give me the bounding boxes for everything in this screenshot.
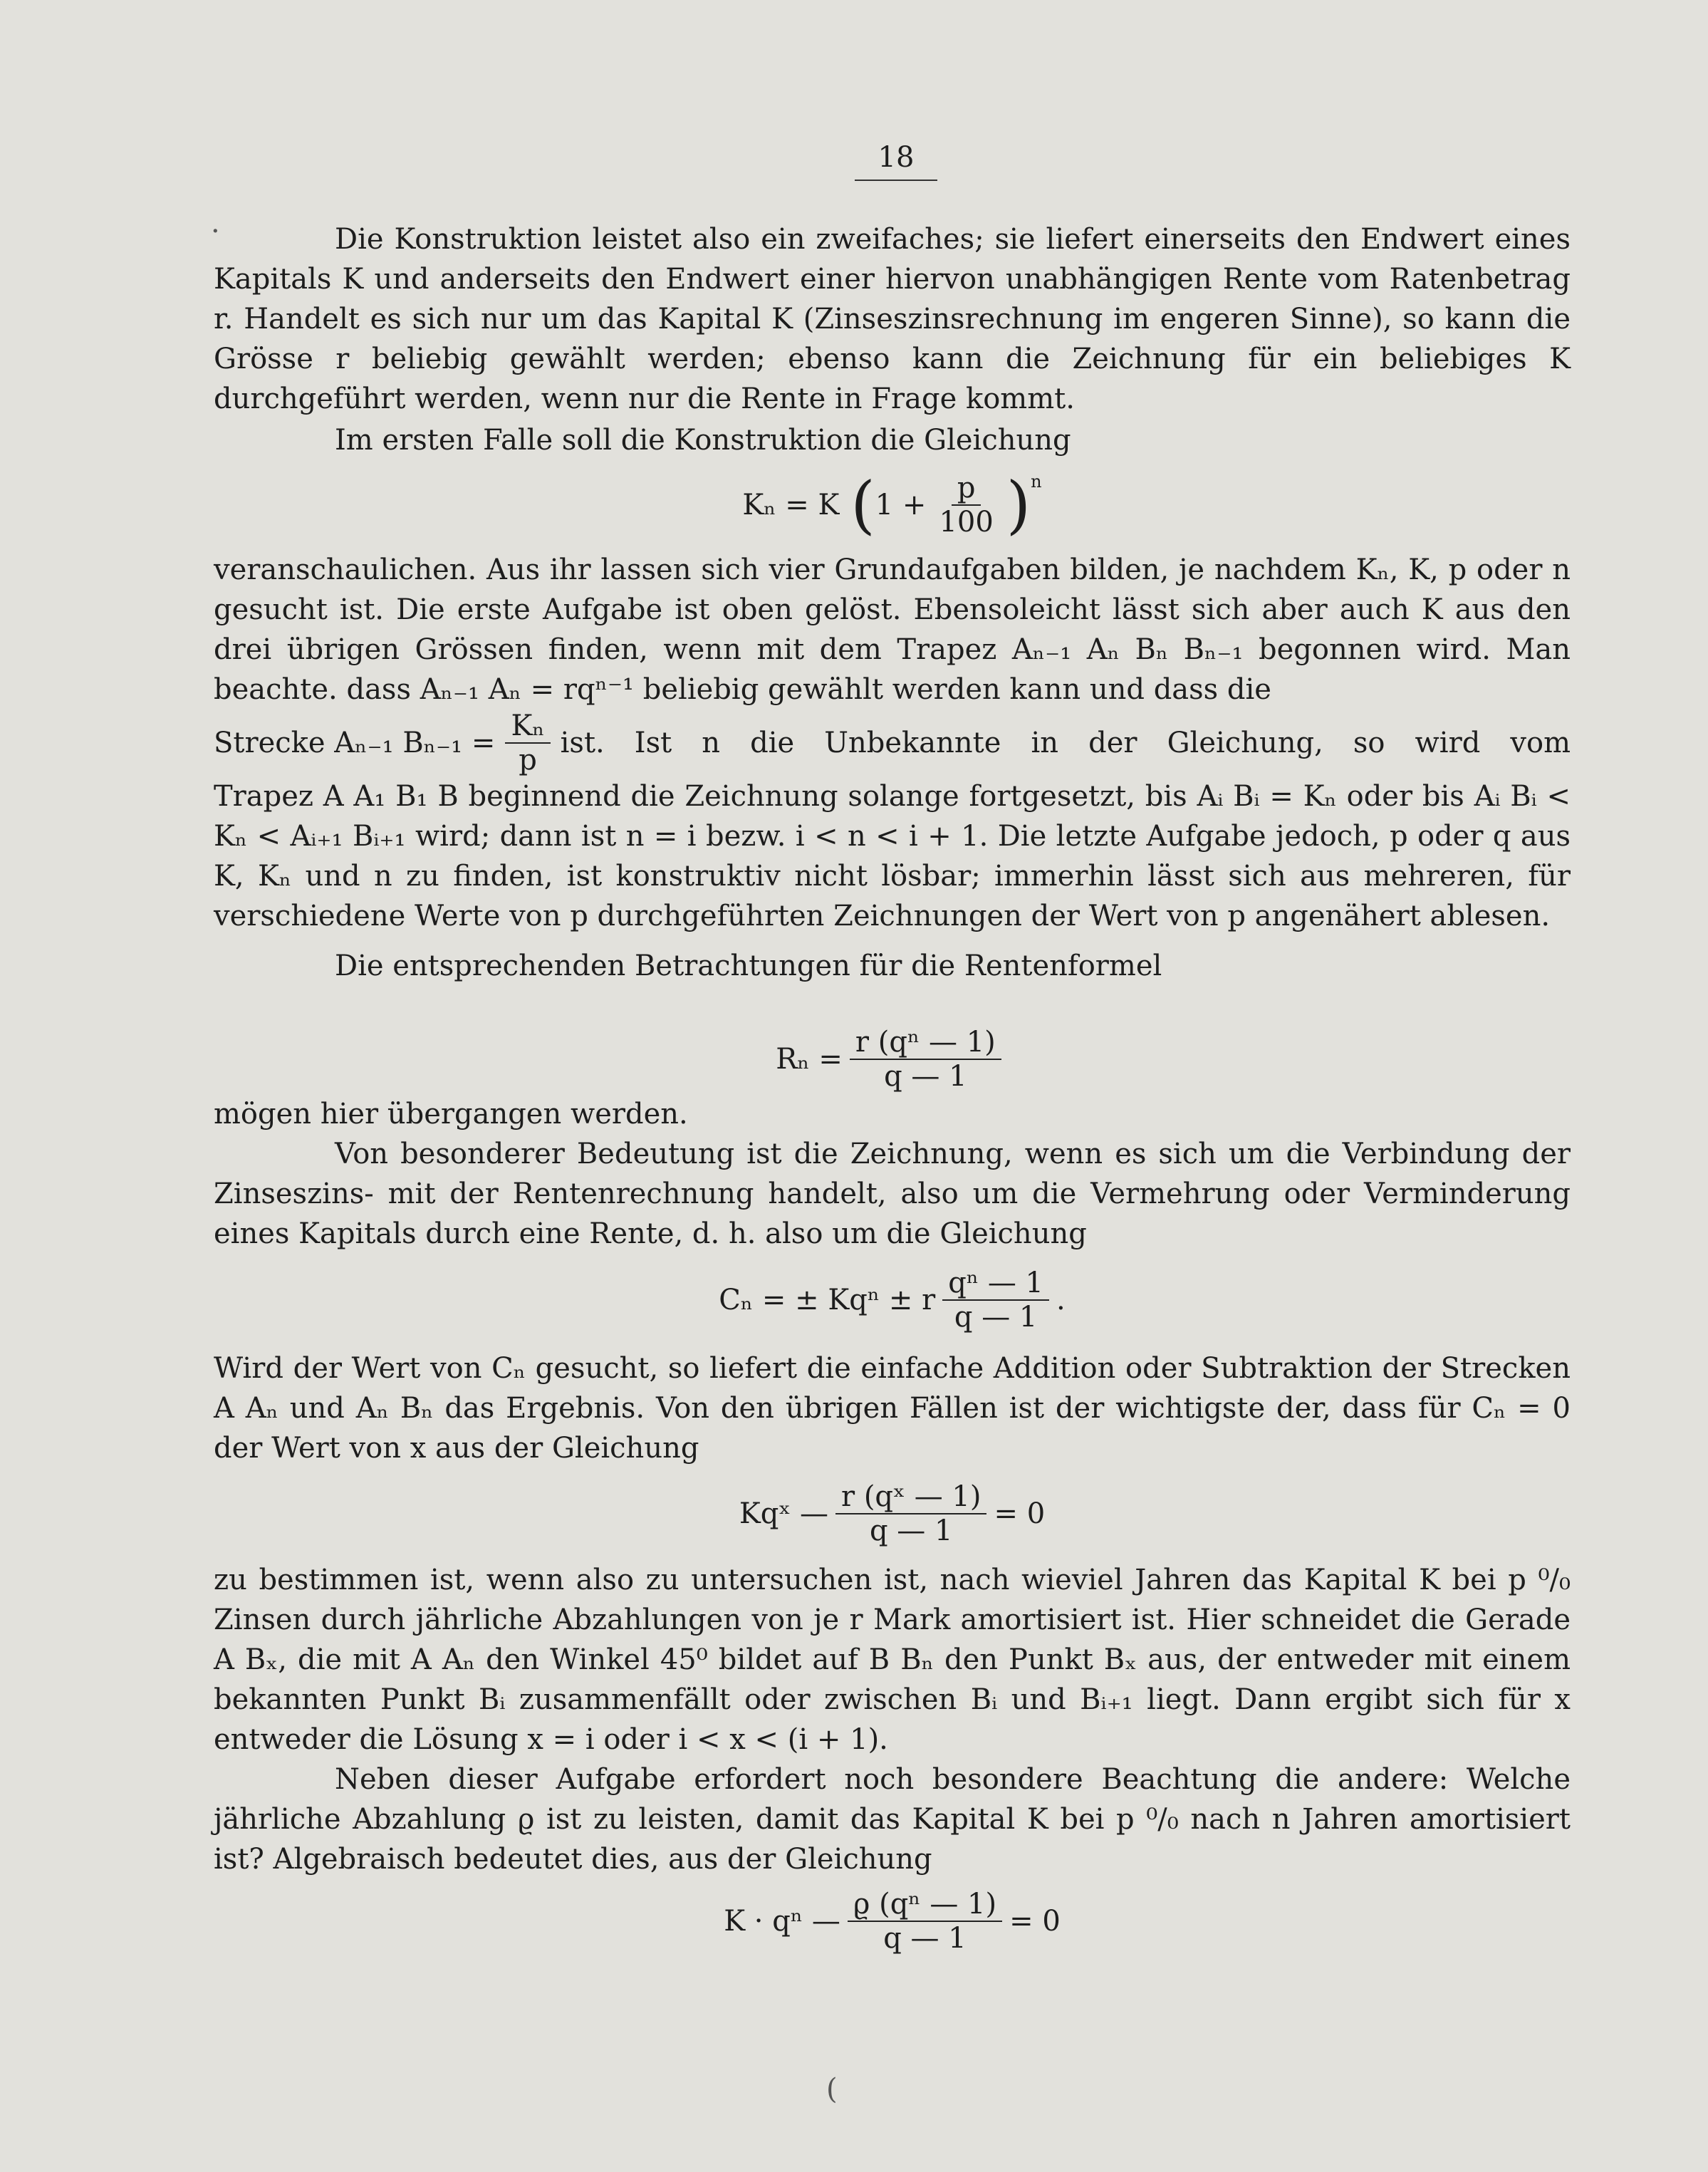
formula-1-numerator: p: [952, 472, 981, 506]
paragraph-construction: [214, 219, 1571, 460]
paragraph-combination: [214, 1094, 1571, 1254]
formula-4-rhs: = 0: [994, 1497, 1046, 1530]
formula-1-denominator: 100: [939, 506, 994, 539]
paragraph-1: Die Konstruktion leistet also ein zweifaches; sie liefert einerseits den Endwert eines Kapitals K und anderseits den Endwert einer hiervon unabhängigen Rente vom Ratenbetrag r. Handelt es sich nur um das Kapital K (Zinseszinsrechnung im engeren Sinne), so kann die Grösse r beliebig gewählt werden; ebenso kann die Zeichnung für ein beliebiges K durchgeführt werden, wenn nur die Rente in Frage kommt.: [214, 223, 1571, 415]
formula-3-lhs: Cₙ = ± Kqⁿ ± r: [719, 1284, 936, 1316]
paragraph-3b: [214, 710, 1571, 776]
paragraph-5: mögen hier übergangen werden.: [214, 1098, 688, 1131]
formula-1-close-paren: ): [1006, 468, 1031, 541]
paragraph-amortization: [214, 1560, 1571, 1879]
formula-4-lhs: Kqˣ —: [739, 1497, 828, 1530]
formula-rent: [214, 1026, 1571, 1093]
formula-amortization-x: [214, 1480, 1571, 1547]
paragraph-9: Neben dieser Aufgabe erfordert noch besondere Beachtung die andere: Welche jährliche Abzahlung ϱ ist zu leisten, damit das Kapital K bei p ⁰/₀ nach n Jahren amortisiert ist? Algebraisch bedeutet dies, aus der Gleichung: [214, 1763, 1571, 1876]
formula-3-tail: .: [1056, 1284, 1066, 1316]
paragraph-3c: Trapez A A₁ B₁ B beginnend die Zeichnung solange fortgesetzt, bis Aᵢ Bᵢ = Kₙ oder bis Aᵢ Bᵢ < Kₙ < Aᵢ₊₁ Bᵢ₊₁ wird; dann ist n = i bezw. i < n < i + 1. Die letzte Aufgabe jedoch, p oder q aus K, Kₙ und n zu finden, ist konstruktiv nicht lösbar; immerhin lässt sich aus mehreren, für verschiedene Werte von p durchgeführten Zeichnungen der Wert von p angenähert ablesen.: [214, 780, 1571, 932]
paragraph-8: zu bestimmen ist, wenn also zu untersuchen ist, nach wieviel Jahren das Kapital K bei p ⁰/₀ Zinsen durch jährliche Abzahlungen von je r Mark amortisiert ist. Hier schneidet die Gerade A Bₓ, die mit A Aₙ den Winkel 45⁰ bildet auf B Bₙ den Punkt Bₓ aus, der entweder mit einem bekannten Punkt Bᵢ zusammenfällt oder zwischen Bᵢ und Bᵢ₊₁ liegt. Dann ergibt sich für x entweder die Lösung x = i oder i < x < (i + 1).: [214, 1564, 1571, 1756]
formula-3-numerator: qⁿ — 1: [942, 1267, 1049, 1301]
paragraph-tasks: [214, 550, 1571, 986]
page-number: 18: [855, 141, 937, 181]
formula-combined: [214, 1267, 1571, 1334]
formula-2-denominator: q — 1: [884, 1060, 967, 1093]
formula-5-lhs: K · qⁿ —: [724, 1905, 840, 1938]
paragraph-3b-pre: Strecke Aₙ₋₁ Bₙ₋₁ =: [214, 727, 496, 759]
formula-5-rhs: = 0: [1009, 1905, 1061, 1938]
paragraph-2: Im ersten Falle soll die Konstruktion die Gleichung: [335, 424, 1071, 457]
formula-1-exponent: n: [1031, 472, 1042, 492]
formula-1-lhs: Kₙ = K: [742, 489, 840, 521]
paragraph-3b-post: ist. Ist n die Unbekannte in der Gleichung, so wird vom: [560, 727, 1571, 759]
strecke-fraction: [505, 710, 550, 776]
paragraph-3: veranschaulichen. Aus ihr lassen sich vier Grundaufgaben bilden, je nachdem Kₙ, K, p oder n gesucht ist. Die erste Aufgabe ist oben gelöst. Ebensoleicht lässt sich aber auch K aus den drei übrigen Grössen finden, wenn mit dem Trapez Aₙ₋₁ Aₙ Bₙ Bₙ₋₁ begonnen wird. Man beachte. dass Aₙ₋₁ Aₙ = rqⁿ⁻¹ beliebig gewählt werden kann und dass die: [214, 554, 1571, 706]
formula-2-fraction: [850, 1026, 1001, 1093]
formula-5-fraction: [848, 1888, 1002, 1955]
strecke-denominator: p: [519, 744, 537, 776]
paragraph-cn: [214, 1349, 1571, 1468]
strecke-numerator: Kₙ: [505, 710, 550, 744]
formula-2-lhs: Rₙ =: [776, 1043, 843, 1076]
formula-amortization-rho: [214, 1888, 1571, 1955]
formula-1-fraction: [933, 472, 999, 539]
formula-2-numerator: r (qⁿ — 1): [850, 1026, 1001, 1060]
formula-3-fraction: [942, 1267, 1049, 1334]
paragraph-4: Die entsprechenden Betrachtungen für die Rentenformel: [335, 950, 1162, 982]
formula-capital: [214, 468, 1571, 541]
paragraph-6: Von besonderer Bedeutung ist die Zeichnung, wenn es sich um die Verbindung der Zinseszins- mit der Rentenrechnung handelt, also um die Vermehrung oder Verminderung eines Kapitals durch eine Rente, d. h. also um die Gleichung: [214, 1138, 1571, 1250]
formula-1-inner: 1 +: [875, 489, 927, 521]
stray-paren-mark: (: [826, 2073, 838, 2106]
formula-5-numerator: ϱ (qⁿ — 1): [848, 1888, 1002, 1922]
formula-5-denominator: q — 1: [883, 1922, 967, 1955]
paragraph-7: Wird der Wert von Cₙ gesucht, so liefert die einfache Addition oder Subtraktion der Strecken A Aₙ und Aₙ Bₙ das Ergebnis. Von den übrigen Fällen ist der wichtigste der, dass für Cₙ = 0 der Wert von x aus der Gleichung: [214, 1352, 1571, 1465]
formula-4-fraction: [835, 1480, 986, 1547]
formula-4-numerator: r (qˣ — 1): [835, 1480, 986, 1514]
formula-3-denominator: q — 1: [954, 1301, 1038, 1334]
formula-4-denominator: q — 1: [869, 1514, 953, 1547]
stray-dot-mark: ·: [211, 215, 220, 248]
formula-1-open-paren: (: [850, 468, 875, 541]
